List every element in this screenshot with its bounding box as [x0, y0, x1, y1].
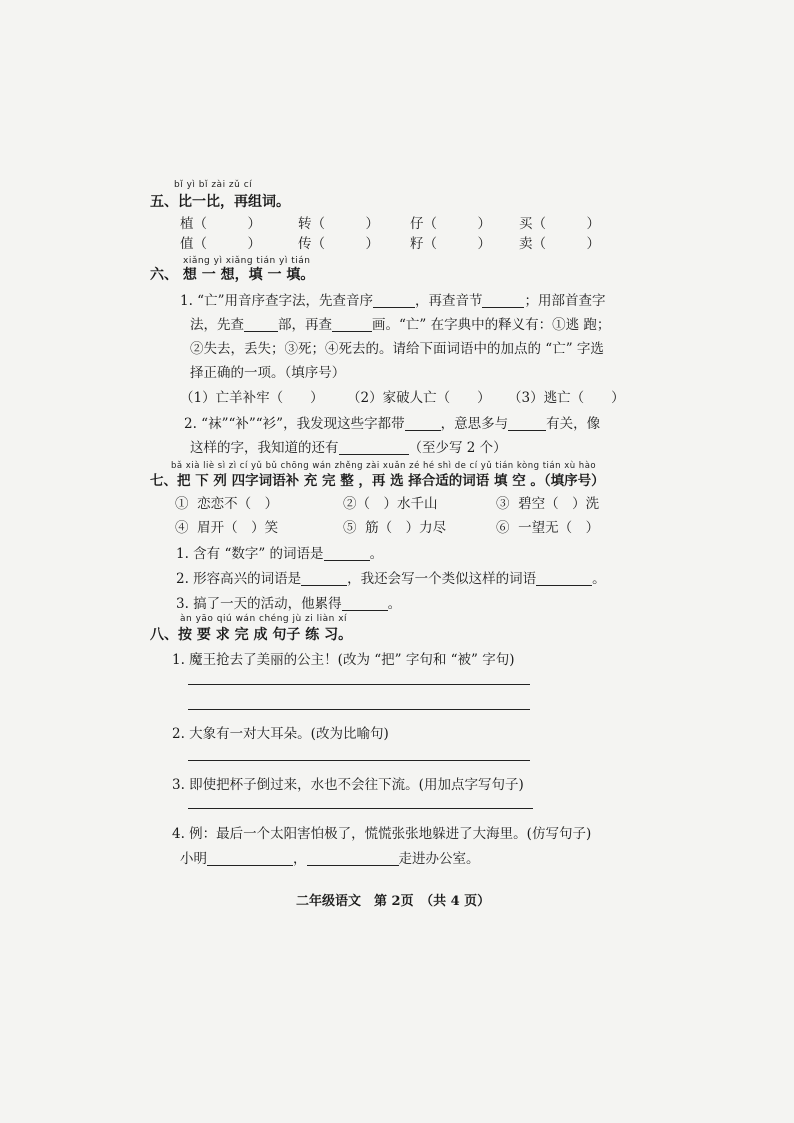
- answer-blank[interactable]: [324, 546, 370, 561]
- sec5-title: 五、比一比，再组词。: [150, 194, 290, 210]
- answer-blank[interactable]: [405, 416, 441, 431]
- sec5-pinyin: bǐ yì bǐ zài zǔ cí: [174, 180, 253, 190]
- sec6-option-1: （1）亡羊补牢（ ）: [180, 390, 324, 406]
- sec8-q2: 2. 大象有一对大耳朵。(改为比喻句): [172, 726, 389, 742]
- text: ，: [293, 851, 307, 867]
- page-footer: 二年级语文 第 2页 （共 4 页）: [296, 894, 491, 909]
- text: 。: [387, 596, 402, 612]
- sec8-title: 八、按 要 求 完 成 句子 练 习。: [150, 627, 353, 643]
- sec7-title: 七、把 下 列 四字词语补 充 完 整 ，再 选 择合适的词语 填 空 。（填序号）: [150, 473, 605, 489]
- sec8-q3: 3. 即使把杯子倒过来，水也不会往下流。(用加点字写句子): [172, 777, 524, 793]
- text: 。: [369, 546, 384, 562]
- text: 有关，像: [546, 416, 601, 432]
- sec7-q3: [176, 592, 401, 612]
- sec5-r1-c3: 仔（ ）: [410, 216, 491, 232]
- answer-line[interactable]: [188, 709, 530, 710]
- text: 法，先查: [190, 317, 244, 333]
- answer-blank[interactable]: [207, 851, 293, 866]
- answer-blank[interactable]: [373, 293, 415, 308]
- sec6-q2-line1: [184, 412, 600, 432]
- sec7-pinyin: bǎ xià liè sì zì cí yǔ bǔ chōng wán zhěng zài xuǎn zé hé shì de cí yǔ tián kòng tián xù hào: [171, 461, 597, 471]
- sec5-r2-c3: 籽（ ）: [410, 236, 491, 252]
- text: （至少写 2 个）: [408, 440, 507, 456]
- answer-line[interactable]: [188, 684, 530, 685]
- sec6-pinyin: xiǎng yì xiǎng tián yì tián: [183, 256, 311, 266]
- text: 1. 含有 “数字” 的词语是: [176, 546, 324, 562]
- text: 1. “亡”用音序查字法，先查音序: [180, 293, 373, 309]
- text: 画。“亡” 在字典中的释义有：①逃 跑；: [372, 317, 611, 333]
- sec7-r1-c1: ① 恋恋不（ ）: [175, 496, 279, 512]
- text: ；用部首查字: [524, 293, 606, 309]
- text: ，再查音节: [414, 293, 483, 309]
- text: 这样的字，我知道的还有: [190, 440, 339, 456]
- sec7-r2-c2: ⑤ 筋（ ）力尽: [343, 520, 447, 536]
- text: 小明: [180, 851, 207, 867]
- sec6-q1-line2: [190, 313, 610, 333]
- sec5-r2-c2: 传（ ）: [298, 236, 379, 252]
- sec7-r2-c3: ⑥ 一望无（ ）: [496, 520, 600, 536]
- sec7-q1: [176, 542, 383, 562]
- sec6-title: 六、 想 一 想，填 一 填。: [150, 267, 315, 283]
- text: 。: [592, 571, 606, 587]
- answer-blank[interactable]: [342, 596, 388, 611]
- sec7-q2: [176, 567, 606, 587]
- sec6-q2-line2: [190, 436, 507, 456]
- answer-blank[interactable]: [536, 571, 592, 586]
- sec8-q1: 1. 魔王抢去了美丽的公主！(改为 “把” 字句和 “被” 字句): [172, 652, 515, 668]
- answer-line[interactable]: [188, 760, 530, 761]
- answer-blank[interactable]: [339, 440, 409, 455]
- answer-blank[interactable]: [307, 851, 399, 866]
- text: 部，再查: [278, 317, 332, 333]
- answer-line[interactable]: [188, 808, 533, 809]
- sec5-r1-c2: 转（ ）: [298, 216, 379, 232]
- sec8-q4-line2: [180, 847, 480, 867]
- sec6-q1-line1: [180, 289, 605, 309]
- sec7-r1-c3: ③ 碧空（ ）洗: [496, 496, 600, 512]
- sec5-r2-c4: 卖（ ）: [519, 236, 600, 252]
- sec6-option-2: （2）家破人亡（ ）: [347, 390, 491, 406]
- answer-blank[interactable]: [244, 317, 278, 332]
- sec6-q1-line4: 择正确的一项。（填序号）: [190, 365, 346, 381]
- sec7-r2-c1: ④ 眉开（ ）笑: [175, 520, 279, 536]
- text: ，我还会写一个类似这样的词语: [347, 571, 537, 587]
- text: ，意思多与: [440, 416, 509, 432]
- text: 2. 形容高兴的词语是: [176, 571, 302, 587]
- answer-blank[interactable]: [508, 416, 546, 431]
- answer-blank[interactable]: [482, 293, 524, 308]
- answer-blank[interactable]: [332, 317, 372, 332]
- sec5-r1-c4: 买（ ）: [519, 216, 600, 232]
- sec8-pinyin: àn yāo qiú wán chéng jù zi liàn xí: [180, 614, 348, 624]
- text: 2. “袜”“补”“衫”，我发现这些字都带: [184, 416, 405, 432]
- sec5-r1-c1: 植（ ）: [180, 216, 261, 232]
- sec7-r1-c2: ②（ ）水千山: [343, 496, 438, 512]
- text: 3. 搞了一天的活动，他累得: [176, 596, 342, 612]
- sec5-r2-c1: 值（ ）: [180, 236, 261, 252]
- sec6-option-3: （3）逃亡（ ）: [508, 390, 625, 406]
- sec6-q1-line3: ②失去，丢失；③死；④死去的。请给下面词语中的加点的 “亡” 字选: [190, 341, 604, 357]
- sec8-q4: 4. 例：最后一个太阳害怕极了，慌慌张张地躲进了大海里。(仿写句子): [172, 826, 592, 842]
- text: 走进办公室。: [398, 851, 480, 867]
- answer-blank[interactable]: [301, 571, 347, 586]
